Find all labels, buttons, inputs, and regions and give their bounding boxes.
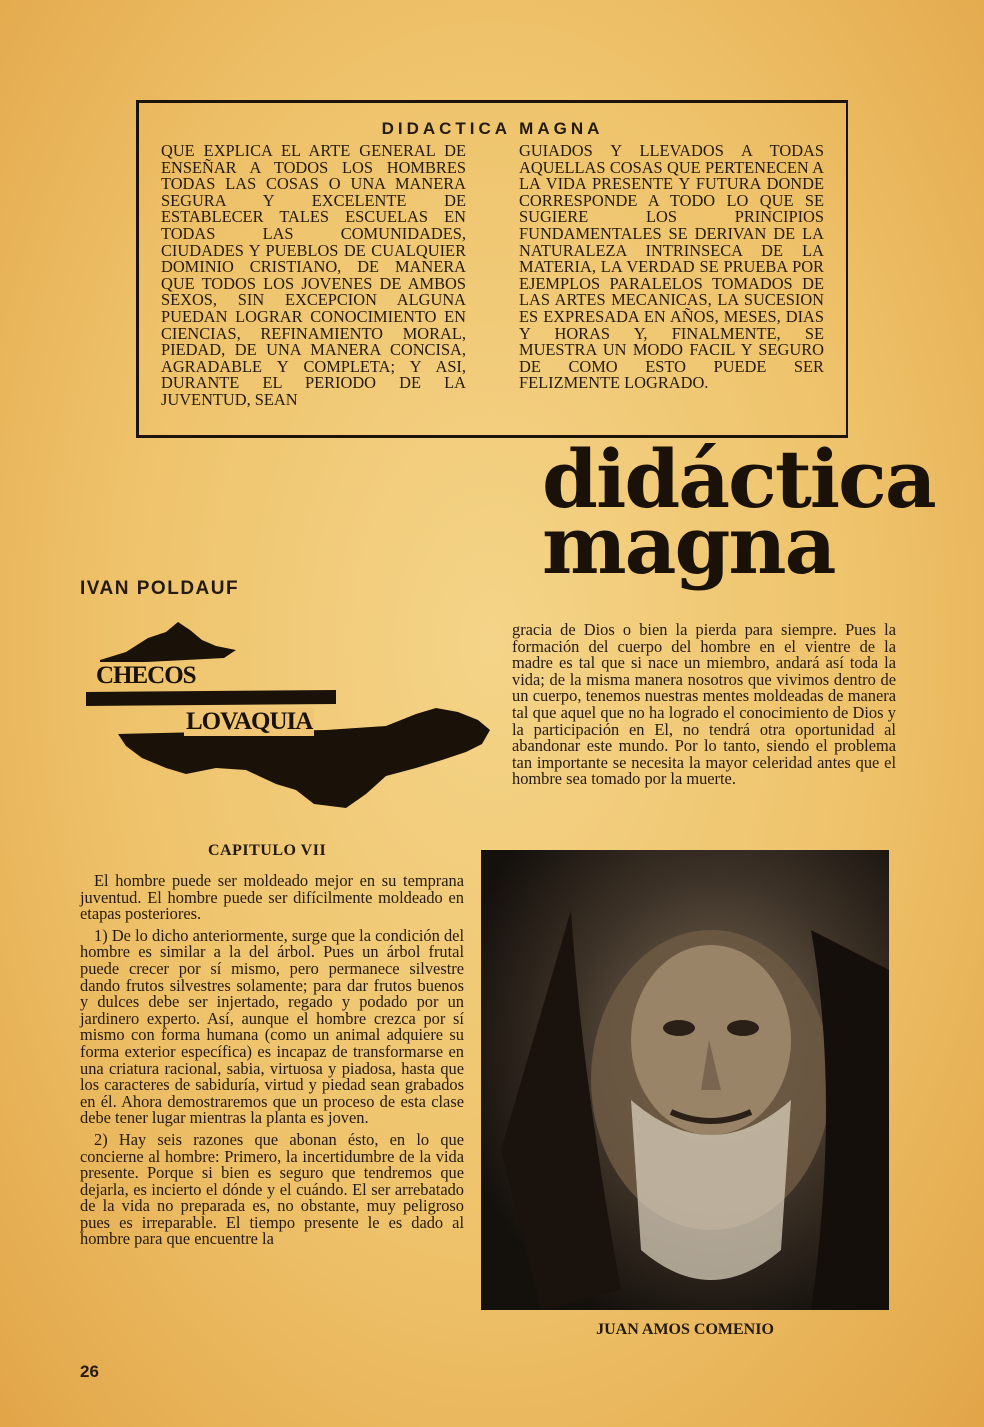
portrait-photo — [481, 850, 889, 1310]
title-box — [136, 100, 848, 438]
headline-line1: didáctica — [542, 432, 935, 526]
paragraph-1: El hombre puede ser moldeado mejor en su temprana juventud. El hombre puede ser difícilmente moldeado en etapas posteriores. — [80, 871, 464, 924]
map-label-checos: CHECOS — [96, 662, 196, 689]
paragraph-3: 2) Hay seis razones que abonan ésto, en lo que concierne al hombre: Primero, la incertidumbre de la vida presente. Porque si bien es seguro que tendremos que dejarla, es incierto el dónde y el cuándo. El ser arrebatado de la vida no preparada es, no obstante, muy peligroso pues es irreparable. El tiempo presente le es dado al hombre para que encuentre la — [80, 1129, 464, 1249]
box-text-left: QUE EXPLICA EL ARTE GENERAL DE ENSEÑAR A TODOS LOS HOMBRES TODAS LAS COSAS O UNA MANERA SEGURA Y EXCELENTE DE ESTABLECER TALES ESCUELAS EN TODAS LAS COMUNIDADES, CIUDADES Y PUEBLOS DE CUALQUIER DOMINIO CRISTIANO, DE MANERA QUE TODOS LOS JOVENES DE AMBOS SEXOS, SIN EXCEPCION ALGUNA PUEDAN LOGRAR CONOCIMIENTO EN CIENCIAS, REFINAMIENTO MORAL, PIEDAD, DE UNA MANERA CONCISA, AGRADABLE Y COMPLETA; Y ASI, DURANTE EL PERIODO DE LA JUVENTUD, SEAN — [161, 141, 466, 409]
left-column — [80, 873, 464, 1253]
czechoslovakia-map — [86, 618, 506, 820]
portrait-illustration — [481, 850, 889, 1310]
paragraph-2: 1) De lo dicho anteriormente, surge que la condición del hombre es similar a la del árbol. Pues un árbol frutal puede crecer por sí mismo, pero permanece silvestre dando frutos silvestres solamente; para dar frutos buenos y dulces debe ser injertado, regado y podado por un jardinero experto. Así, aunque el hombre crezca por sí mismo con forma humana (como un animal adquiere su forma exterior específica) es incapaz de transformarse en una criatura racional, sabia, virtuosa y piadosa, hasta que los caracteres de sabiduría, virtud y piedad sean grabados en él. Ahora demostraremos que un proceso de esta clase debe tener lugar mientras la planta es joven. — [80, 925, 464, 1128]
author-name: IVAN POLDAUF — [80, 578, 240, 599]
box-title: DIDACTICA MAGNA — [381, 119, 604, 138]
map-label-lovaquia: LOVAQUIA — [186, 708, 313, 735]
page-number: 26 — [80, 1362, 99, 1381]
headline-line2: magna — [542, 498, 835, 592]
headline — [542, 432, 935, 592]
right-column-text: gracia de Dios o bien la pierda para siempre. Pues la formación del cuerpo del hombre en el vientre de la madre es tal que si nace un miembro, andará así toda la vida; de la misma manera nosotros que vivimos dentro de un cuerpo, tenemos nuestras mentes moldeadas de manera tal que aquel que no ha logrado el conocimiento de Dios y la participación en El, no tendrá otra oportunidad al abandonar este mundo. Por lo tanto, siendo el problema tan importante se necesita la mayor celeridad antes que el hombre sea tomado por la muerte. — [512, 620, 896, 789]
box-text-right: GUIADOS Y LLEVADOS A TODAS AQUELLAS COSAS QUE PERTENECEN A LA VIDA PRESENTE Y FUTURA DONDE CORRESPONDE A TODO LO QUE SE SUGIERE LOS PRINCIPIOS FUNDAMENTALES SE DERIVAN DE LA NATURALEZA INTRINSECA DE LA MATERIA, LA VERDAD SE PRUEBA POR EJEMPLOS PARALELOS TOMADOS DE LAS ARTES MECANICAS, LA SUCESION ES EXPRESADA EN AÑOS, MESES, DIAS Y HORAS Y, FINALMENTE, SE MUESTRA UN MODO FACIL Y SEGURO DE COMO ESTO PUEDE SER FELIZMENTE LOGRADO. — [519, 141, 824, 393]
chapter-heading: CAPITULO VII — [208, 842, 327, 859]
portrait-caption: JUAN AMOS COMENIO — [596, 1321, 774, 1338]
